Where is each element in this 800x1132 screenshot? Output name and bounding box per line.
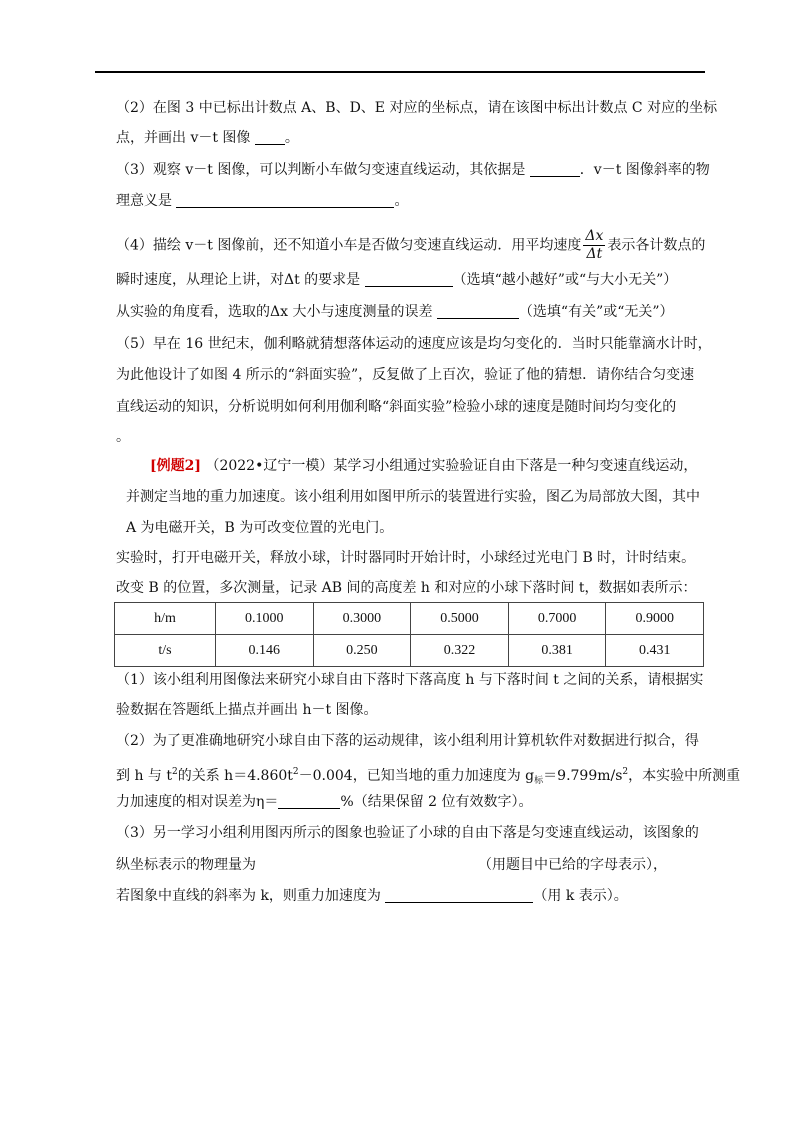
example-line-3: A 为电磁开关，B 为可改变位置的光电门。 [126, 520, 394, 536]
example-line-2: 并测定当地的重力加速度。该小组利用如图甲所示的装置进行实验，图乙为局部放大图，其中 [126, 489, 700, 505]
example-line-4: 实验时，打开电磁开关，释放小球，计时器同时开始计时，小球经过光电门 B 时，计时结束。 [116, 550, 696, 566]
p2-line-1: （2）为了更准确地研究小球自由下落的运动规律，该小组利用计算机软件对数据进行拟合，得 [116, 733, 699, 749]
p3-line-3: 若图象中直线的斜率为 k，则重力加速度为 （用 k 表示）。 [116, 888, 628, 904]
q4-dt-requirement-blank[interactable] [365, 270, 453, 287]
q5-line-4: 。 [116, 429, 130, 445]
data-table [114, 602, 704, 667]
header-rule [95, 71, 705, 73]
p3-line-2: 纵坐标表示的物理量为 （用题目中已给的字母表示）， [116, 857, 667, 873]
table-cell: 0.1000 [216, 603, 314, 635]
table-cell: 0.7000 [508, 603, 606, 635]
table-cell: 0.146 [216, 635, 314, 667]
example-tag: [例题2] [150, 458, 201, 474]
p1-line-1: （1）该小组利用图像法来研究小球自由下落时下落高度 h 与下落时间 t 之间的关系，请根据实 [116, 672, 704, 688]
table-row [115, 603, 704, 635]
table-cell: 0.250 [313, 635, 411, 667]
q4-line-1: （4）描绘 v－t 图像前，还不知道小车是否做匀变速直线运动．用平均速度 $\frac{\Delta x}{\Delta t}$ 表示各计数点的 [116, 228, 706, 262]
q5-line-1: （5）早在 16 世纪末，伽利略就猜想落体运动的速度应该是均匀变化的．当时只能靠滴水计时， [116, 336, 712, 352]
q3-slope-meaning-blank[interactable] [176, 191, 394, 208]
p3-gravity-blank[interactable] [385, 886, 533, 903]
q3-basis-blank[interactable] [530, 160, 580, 177]
q3-line-2: 理意义是 。 [116, 193, 409, 209]
q4-line-2: 瞬时速度，从理论上讲，对Δt 的要求是 （选填“越小越好”或“与大小无关”） [116, 272, 678, 288]
q5-line-3: 直线运动的知识，分析说明如何利用伽利略“斜面实验”检验小球的速度是随时间均匀变化的 [116, 399, 677, 415]
example-line-5: 改变 B 的位置，多次测量，记录 AB 间的高度差 h 和对应的小球下落时间 t，数据如表所示： [116, 580, 697, 596]
q4-error-blank[interactable] [437, 302, 519, 319]
q3-line-1: （3）观察 v－t 图像，可以判断小车做匀变速直线运动，其依据是 ．v－t 图像斜率的物 [116, 162, 710, 178]
q2-answer-blank[interactable] [255, 128, 285, 145]
p2-line-2: 到 h 与 $t^2$的关系 $h=4.860t^2-0.004$，已知当地的重力加速度为 $g_标=9.799m/s^2$，本实验中所测重 [116, 767, 741, 786]
table-cell: 0.322 [411, 635, 509, 667]
table-cell: 0.9000 [606, 603, 704, 635]
q5-line-2: 为此他设计了如图 4 所示的“斜面实验”，反复做了上百次，验证了他的猜想．请你结合匀变速 [116, 367, 695, 383]
table-row-header: t/s [115, 635, 216, 667]
q4-line-3: 从实验的角度看，选取的Δx 大小与速度测量的误差 （选填“有关”或“无关”） [116, 304, 674, 320]
table-cell: 0.3000 [313, 603, 411, 635]
table-cell: 0.431 [606, 635, 704, 667]
q2-line-2: 点，并画出 v－t 图像 。 [116, 130, 299, 146]
example-line-1: [例题2] （2022•辽宁一模）某学习小组通过实验验证自由下落是一种匀变速直线运动， [150, 458, 698, 474]
average-velocity-fraction: $\frac{\Delta x}{\Delta t}$ [585, 228, 604, 262]
p2-line-3: 力加速度的相对误差为η＝ %（结果保留 2 位有效数字）。 [116, 794, 533, 810]
p2-error-blank[interactable] [278, 792, 340, 809]
table-row [115, 635, 704, 667]
q2-line-1: （2）在图 3 中已标出计数点 A、B、D、E 对应的坐标点，请在该图中标出计数点 C 对应的坐标 [116, 100, 718, 116]
p1-line-2: 验数据在答题纸上描点并画出 h－t 图像。 [116, 702, 378, 718]
table-cell: 0.381 [508, 635, 606, 667]
table-cell: 0.5000 [411, 603, 509, 635]
table-row-header: h/m [115, 603, 216, 635]
p3-line-1: （3）另一学习小组利用图丙所示的图象也验证了小球的自由下落是匀变速直线运动，该图象的 [116, 825, 699, 841]
